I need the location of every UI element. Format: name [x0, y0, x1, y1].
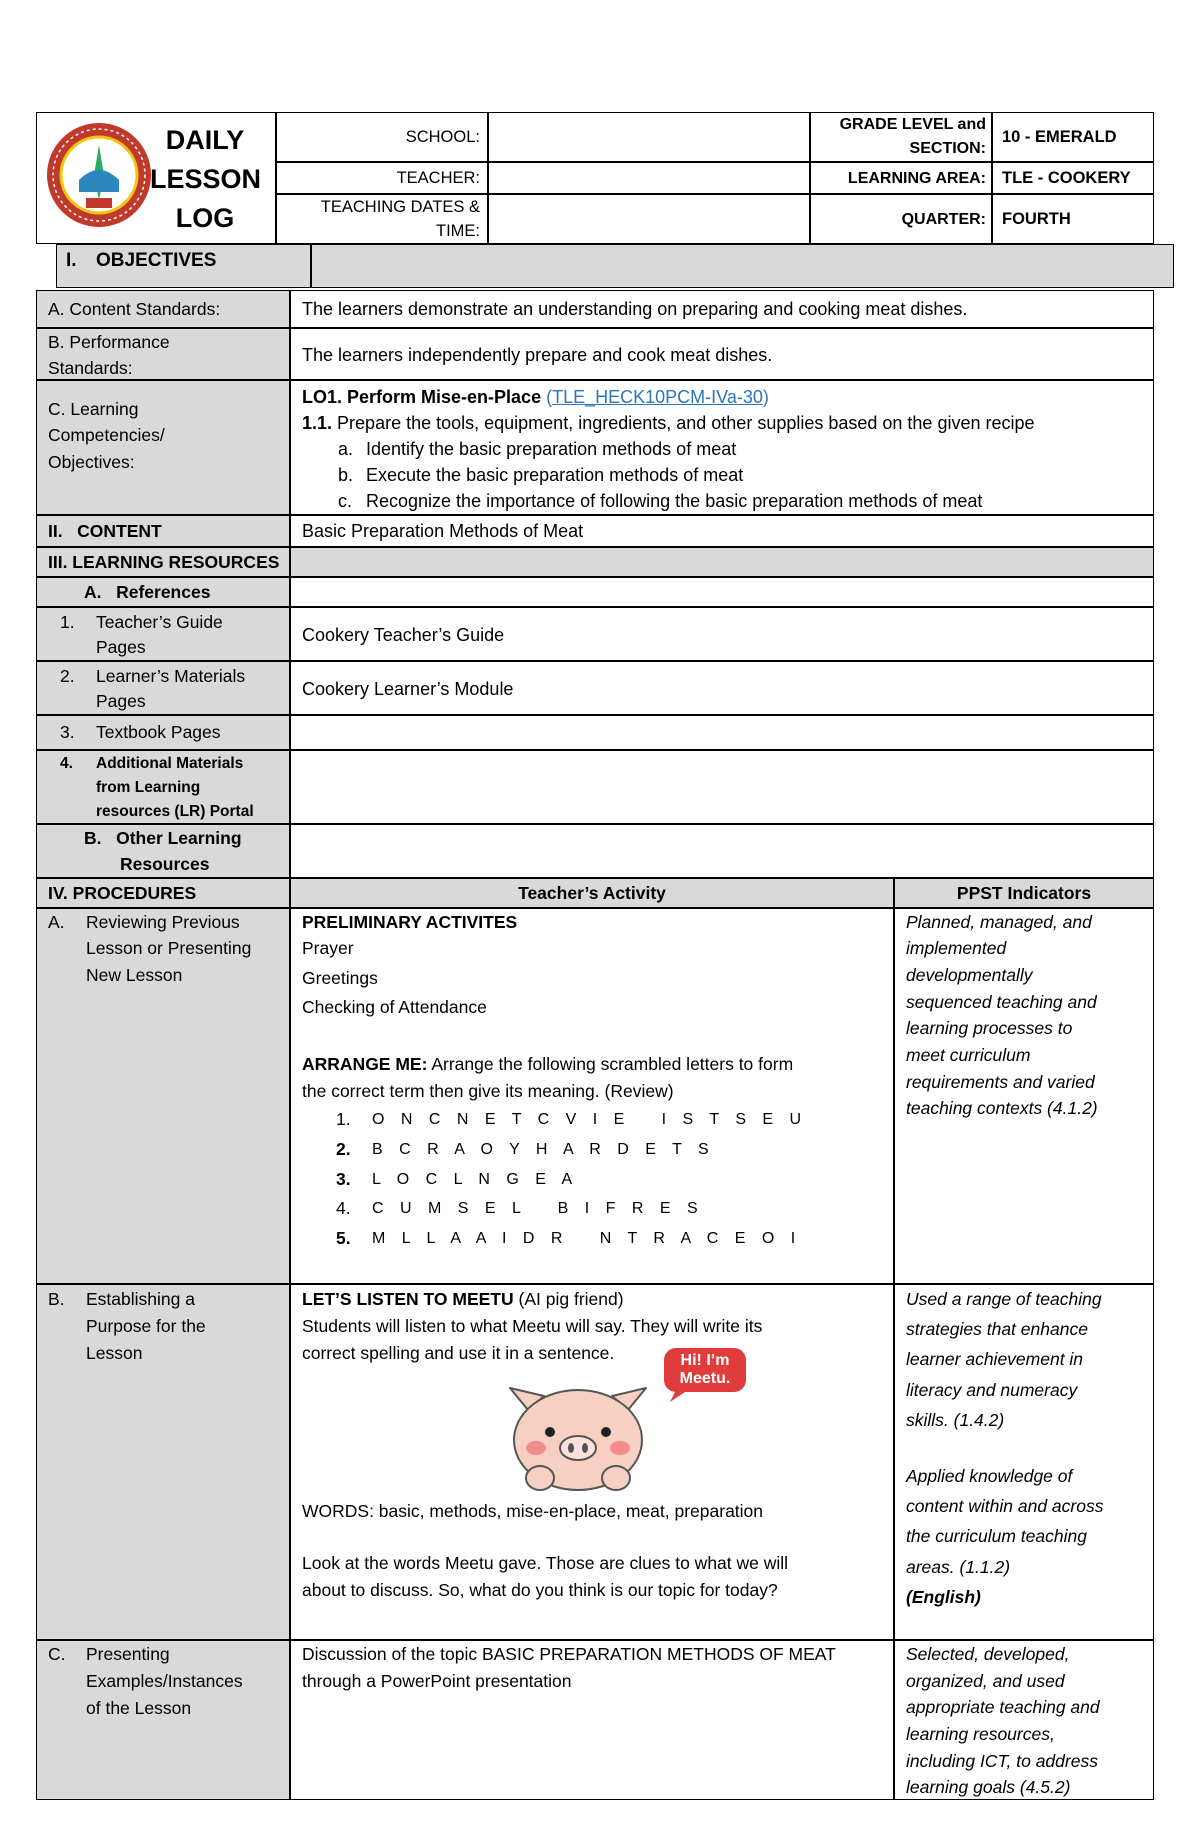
procedure-a-ppst-1: Planned, managed, and: [906, 912, 1092, 932]
procedure-b-label-2: Purpose for the: [86, 1316, 206, 1336]
textbook-label: Textbook Pages: [96, 722, 221, 742]
meetu-look-1: Look at the words Meetu gave. Those are clues to what we will: [302, 1553, 789, 1573]
procedure-b-ppst-1: Used a range of teaching: [906, 1289, 1102, 1309]
procedure-a-label-1: Reviewing Previous: [86, 912, 240, 932]
performance-standards-label-1: B. Performance: [48, 332, 170, 352]
other-resources-label-1: B. Other Learning: [84, 828, 242, 848]
procedure-b-ppst2-3: the curriculum teaching: [906, 1526, 1087, 1546]
content-label: II. CONTENT: [48, 521, 162, 541]
scrambled-4-num: 4.: [336, 1198, 351, 1218]
content-value: Basic Preparation Methods of Meat: [302, 521, 584, 541]
procedure-b-ppst-3: learner achievement in: [906, 1349, 1084, 1369]
ppst-header: PPST Indicators: [956, 883, 1092, 903]
meetu-bubble-line-1: Hi! I’m: [680, 1352, 730, 1369]
procedure-a-ppst-2: implemented: [906, 938, 1007, 958]
preliminary-heading: PRELIMINARY ACTIVITES: [302, 912, 518, 932]
prayer-text: Prayer: [302, 938, 354, 958]
dates-label-line-2: TIME:: [436, 222, 480, 240]
procedure-a-ppst-3: developmentally: [906, 965, 1033, 985]
meetu-text-1: Students will listen to what Meetu will say. They will write its: [302, 1316, 763, 1336]
scrambled-1: O N C N E T C V I E I S T S E U: [372, 1111, 808, 1128]
procedure-a-mark: A.: [48, 912, 65, 932]
learning-outcome: [302, 386, 769, 409]
procedure-a-label-2: Lesson or Presenting: [86, 938, 252, 958]
resources-value-cell: [290, 547, 1154, 577]
teachers-guide-label-2: Pages: [96, 637, 146, 657]
scrambled-2-num: 2.: [336, 1139, 351, 1159]
teachers-activity-header: Teacher’s Activity: [518, 883, 666, 903]
objectives-heading-num: I.: [66, 250, 77, 271]
competencies-label-2: Competencies/: [48, 425, 165, 445]
additional-materials-label-1: Additional Materials: [96, 755, 244, 772]
arrange-text-1: Arrange the following scrambled letters to form: [431, 1054, 794, 1074]
meetu-heading-rest: (AI pig friend): [518, 1289, 624, 1309]
scrambled-3: L O C L N G E A: [372, 1171, 579, 1188]
procedure-c-text-1: Discussion of the topic BASIC PREPARATION METHODS OF MEAT: [302, 1644, 836, 1664]
arrange-text-2: the correct term then give its meaning. (Review): [302, 1081, 674, 1101]
school-label: SCHOOL:: [405, 128, 480, 146]
scrambled-1-num: 1.: [336, 1109, 351, 1129]
area-label: LEARNING AREA:: [847, 170, 986, 187]
procedure-c-label-1: Presenting: [86, 1644, 170, 1664]
teachers-guide-num: 1.: [60, 612, 75, 632]
arrange-heading: ARRANGE ME:: [302, 1054, 428, 1074]
objective-item-b-mark: b.: [338, 465, 354, 485]
meetu-heading-line: [302, 1288, 624, 1311]
meetu-bubble-line-2: Meetu.: [679, 1370, 731, 1387]
sub-objective-num: 1.1.: [302, 413, 333, 433]
procedure-b-ppst2-4: areas. (1.1.2): [906, 1557, 1011, 1577]
procedure-c-label-2: Examples/Instances: [86, 1671, 243, 1691]
procedure-c-ppst-4: learning resources,: [906, 1724, 1055, 1744]
learning-outcome-code-open: (: [546, 387, 553, 407]
procedure-a-ppst-4: sequenced teaching and: [906, 992, 1097, 1012]
procedure-c-ppst-6: learning goals (4.5.2): [906, 1777, 1071, 1797]
performance-standards-value: The learners independently prepare and cook meat dishes.: [302, 345, 773, 365]
scrambled-2: B C R A O Y H A R D E T S: [372, 1141, 715, 1158]
textbook-value-cell: [290, 715, 1154, 750]
attendance-text: Checking of Attendance: [302, 997, 487, 1017]
scrambled-5-num: 5.: [336, 1228, 351, 1248]
procedure-c-ppst-5: including ICT, to address: [906, 1751, 1098, 1771]
other-resources-value-cell: [290, 824, 1154, 878]
school-field[interactable]: [488, 112, 810, 162]
objective-item-b: Execute the basic preparation methods of meat: [366, 465, 744, 485]
learners-materials-value: Cookery Learner’s Module: [302, 679, 514, 699]
procedure-c-label-3: of the Lesson: [86, 1698, 192, 1718]
quarter-label: QUARTER:: [901, 211, 986, 228]
dll-title-line-1: DAILY: [165, 125, 245, 155]
resources-label: III. LEARNING RESOURCES: [48, 552, 280, 572]
objectives-heading: OBJECTIVES: [96, 250, 217, 271]
school-seal-icon: [44, 120, 154, 230]
learning-outcome-code-close: ): [762, 387, 769, 407]
textbook-num: 3.: [60, 722, 75, 742]
dates-label-line-1: TEACHING DATES &: [320, 198, 480, 216]
learners-materials-label-2: Pages: [96, 691, 146, 711]
procedure-a-ppst-7: requirements and varied: [906, 1072, 1095, 1092]
meetu-heading: LET’S LISTEN TO MEETU: [302, 1289, 514, 1309]
dll-title-line-2: LESSON: [150, 164, 262, 194]
competencies-label-1: C. Learning: [48, 399, 139, 419]
sub-objective-text: Prepare the tools, equipment, ingredients, and other supplies based on the given recipe: [337, 413, 1035, 433]
dates-field[interactable]: [488, 194, 810, 244]
sub-objective: [302, 412, 1035, 435]
procedure-c-ppst-1: Selected, developed,: [906, 1644, 1070, 1664]
procedure-c-ppst-3: appropriate teaching and: [906, 1697, 1100, 1717]
procedure-b-label-1: Establishing a: [86, 1289, 195, 1309]
other-resources-label-2: Resources: [120, 854, 210, 874]
greetings-text: Greetings: [302, 968, 378, 988]
arrange-line-1: [302, 1053, 793, 1076]
scrambled-5: M L L A A I D R N T R A C E O I: [372, 1230, 802, 1247]
content-standards-value: The learners demonstrate an understanding on preparing and cooking meat dishes.: [302, 299, 968, 319]
area-value: TLE - COOKERY: [1002, 169, 1131, 187]
procedures-label: IV. PROCEDURES: [48, 883, 197, 903]
meetu-pig-icon: [500, 1370, 656, 1500]
scrambled-3-num: 3.: [336, 1169, 351, 1189]
procedure-a-ppst-8: teaching contexts (4.1.2): [906, 1098, 1098, 1118]
procedure-b-ppst-2: strategies that enhance: [906, 1319, 1088, 1339]
learning-outcome-code[interactable]: TLE_HECK10PCM-IVa-30: [552, 387, 763, 407]
quarter-value: FOURTH: [1002, 210, 1071, 228]
procedure-c-text-2: through a PowerPoint presentation: [302, 1671, 572, 1691]
grade-value: 10 - EMERALD: [1002, 128, 1117, 146]
content-standards-label: A. Content Standards:: [48, 299, 221, 319]
additional-materials-value-cell: [290, 750, 1154, 824]
teachers-guide-label-1: Teacher’s Guide: [96, 612, 223, 632]
learning-outcome-title: LO1. Perform Mise-en-Place: [302, 387, 542, 407]
procedure-b-ppst-4: literacy and numeracy: [906, 1380, 1078, 1400]
grade-label-line-1: GRADE LEVEL and: [839, 116, 986, 133]
objective-item-c: Recognize the importance of following the basic preparation methods of meat: [366, 491, 983, 511]
procedure-a-label-3: New Lesson: [86, 965, 183, 985]
procedure-b-label-3: Lesson: [86, 1343, 143, 1363]
references-label: A. References: [84, 582, 211, 602]
teacher-field[interactable]: [488, 162, 810, 194]
meetu-words: WORDS: basic, methods, mise-en-place, meat, preparation: [302, 1501, 764, 1521]
references-value-cell: [290, 577, 1154, 607]
teachers-guide-value: Cookery Teacher’s Guide: [302, 625, 505, 645]
performance-standards-label-2: Standards:: [48, 358, 133, 378]
procedure-c-mark: C.: [48, 1644, 66, 1664]
additional-materials-num: 4.: [60, 755, 73, 772]
objective-item-a-mark: a.: [338, 439, 354, 459]
procedure-b-ppst-5: skills. (1.4.2): [906, 1410, 1005, 1430]
learners-materials-label-1: Learner’s Materials: [96, 666, 246, 686]
additional-materials-label-2: from Learning: [96, 779, 201, 796]
procedure-a-ppst-6: meet curriculum: [906, 1045, 1031, 1065]
meetu-look-2: about to discuss. So, what do you think is our topic for today?: [302, 1580, 778, 1600]
grade-label-line-2: SECTION:: [909, 140, 986, 157]
procedure-b-ppst2-2: content within and across: [906, 1496, 1104, 1516]
competencies-label-3: Objectives:: [48, 452, 135, 472]
teacher-label: TEACHER:: [396, 169, 480, 187]
objective-item-a: Identify the basic preparation methods of meat: [366, 439, 737, 459]
learners-materials-num: 2.: [60, 666, 75, 686]
procedure-c-ppst-2: organized, and used: [906, 1671, 1065, 1691]
objective-item-c-mark: c.: [338, 491, 353, 511]
procedure-b-ppst2-1: Applied knowledge of: [906, 1466, 1073, 1486]
meetu-text-2: correct spelling and use it in a sentence.: [302, 1343, 615, 1363]
additional-materials-label-3: resources (LR) Portal: [96, 803, 254, 820]
dll-title-line-3: LOG: [175, 203, 235, 233]
scrambled-4: C U M S E L B I F R E S: [372, 1200, 704, 1217]
procedure-a-ppst-5: learning processes to: [906, 1018, 1073, 1038]
procedure-b-ppst-subject: (English): [906, 1587, 981, 1607]
procedure-b-mark: B.: [48, 1289, 65, 1309]
